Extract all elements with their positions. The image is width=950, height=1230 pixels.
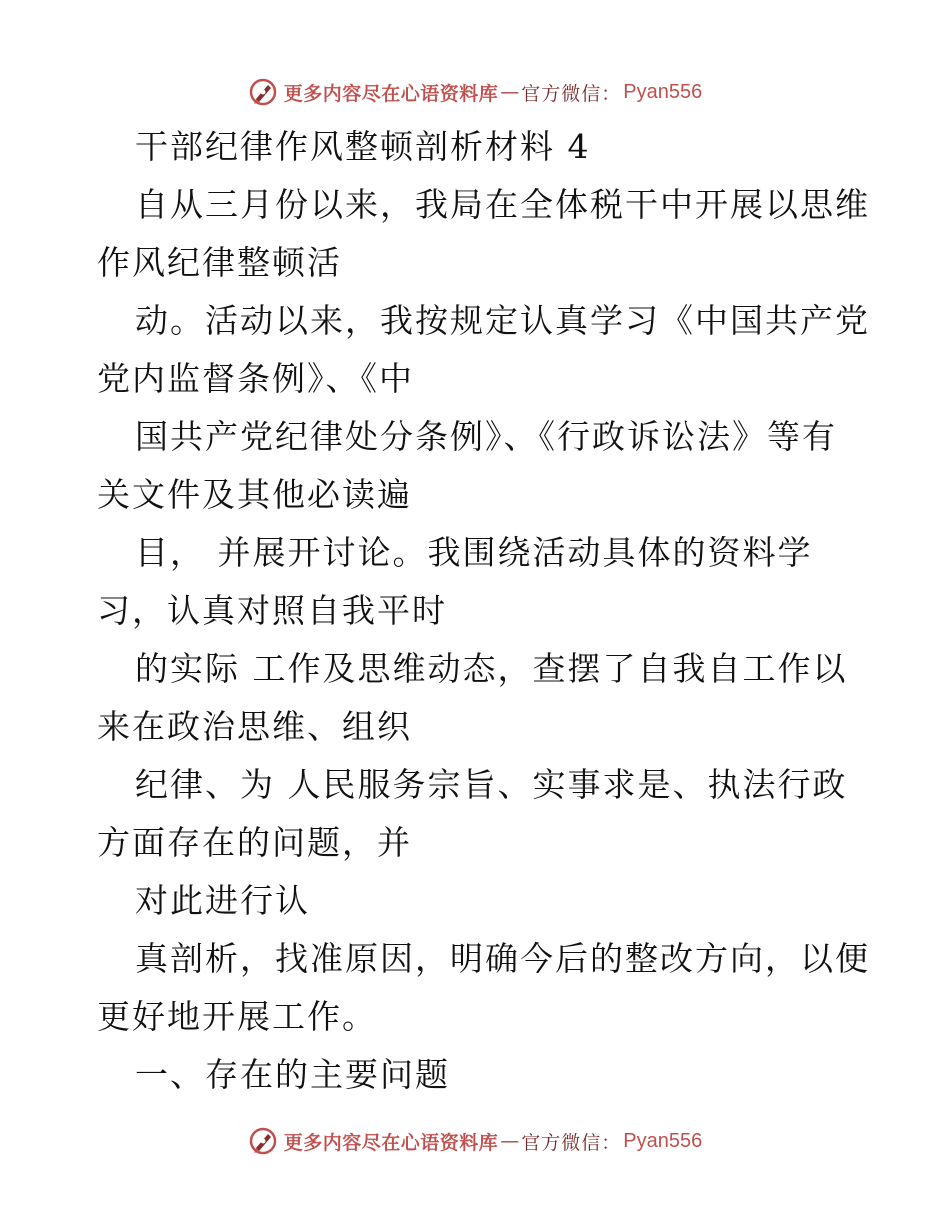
doc-line: 干部纪律作风整顿剖析材料 4 [135,127,591,166]
watermark-wechat-label: 官方微信： [521,1131,622,1154]
doc-line: 关文件及其他必读遍 [97,475,412,514]
pen-logo-icon [248,1126,278,1156]
doc-line: 更好地开展工作。 [97,997,377,1036]
watermark-wechat-label: 官方微信： [521,82,622,105]
pen-logo-icon [248,77,278,107]
doc-line: 国共产党纪律处分条例》、《行政诉讼法》等有 [135,417,837,456]
doc-line: 对此进行认 [135,881,310,920]
doc-line: 纪律、为 人民服务宗旨、实事求是、执法行政 [135,765,848,804]
doc-line: 动。活动以来，我按规定认真学习《中国共产党 [135,301,870,340]
header-watermark [0,72,950,112]
doc-line: 的实际 工作及思维动态，查摆了自我自工作以 [135,649,848,688]
doc-line: 自从三月份以来，我局在全体税干中开展以思维 [135,185,870,224]
watermark-title: 更多内容尽在心语资料库 [283,1131,499,1154]
doc-line: 习，认真对照自我平时 [97,591,447,630]
footer-watermark [0,1121,950,1161]
document-body [97,118,870,1104]
doc-line: 目， 并展开讨论。我围绕活动具体的资料学 [135,533,813,572]
watermark-dash: — [500,81,520,103]
doc-line: 方面存在的问题，并 [97,823,412,862]
watermark-title: 更多内容尽在心语资料库 [283,82,499,105]
watermark-wechat-id: Pyan556 [623,1129,703,1152]
doc-line: 一、存在的主要问题 [135,1055,450,1094]
watermark-dash: — [500,1130,520,1152]
doc-line: 来在政治思维、组织 [97,707,412,746]
doc-line: 作风纪律整顿活 [97,243,342,282]
watermark-wechat-id: Pyan556 [623,80,703,103]
doc-line: 真剖析，找准原因，明确今后的整改方向，以便 [135,939,870,978]
doc-line: 党内监督条例》、《中 [97,359,414,398]
